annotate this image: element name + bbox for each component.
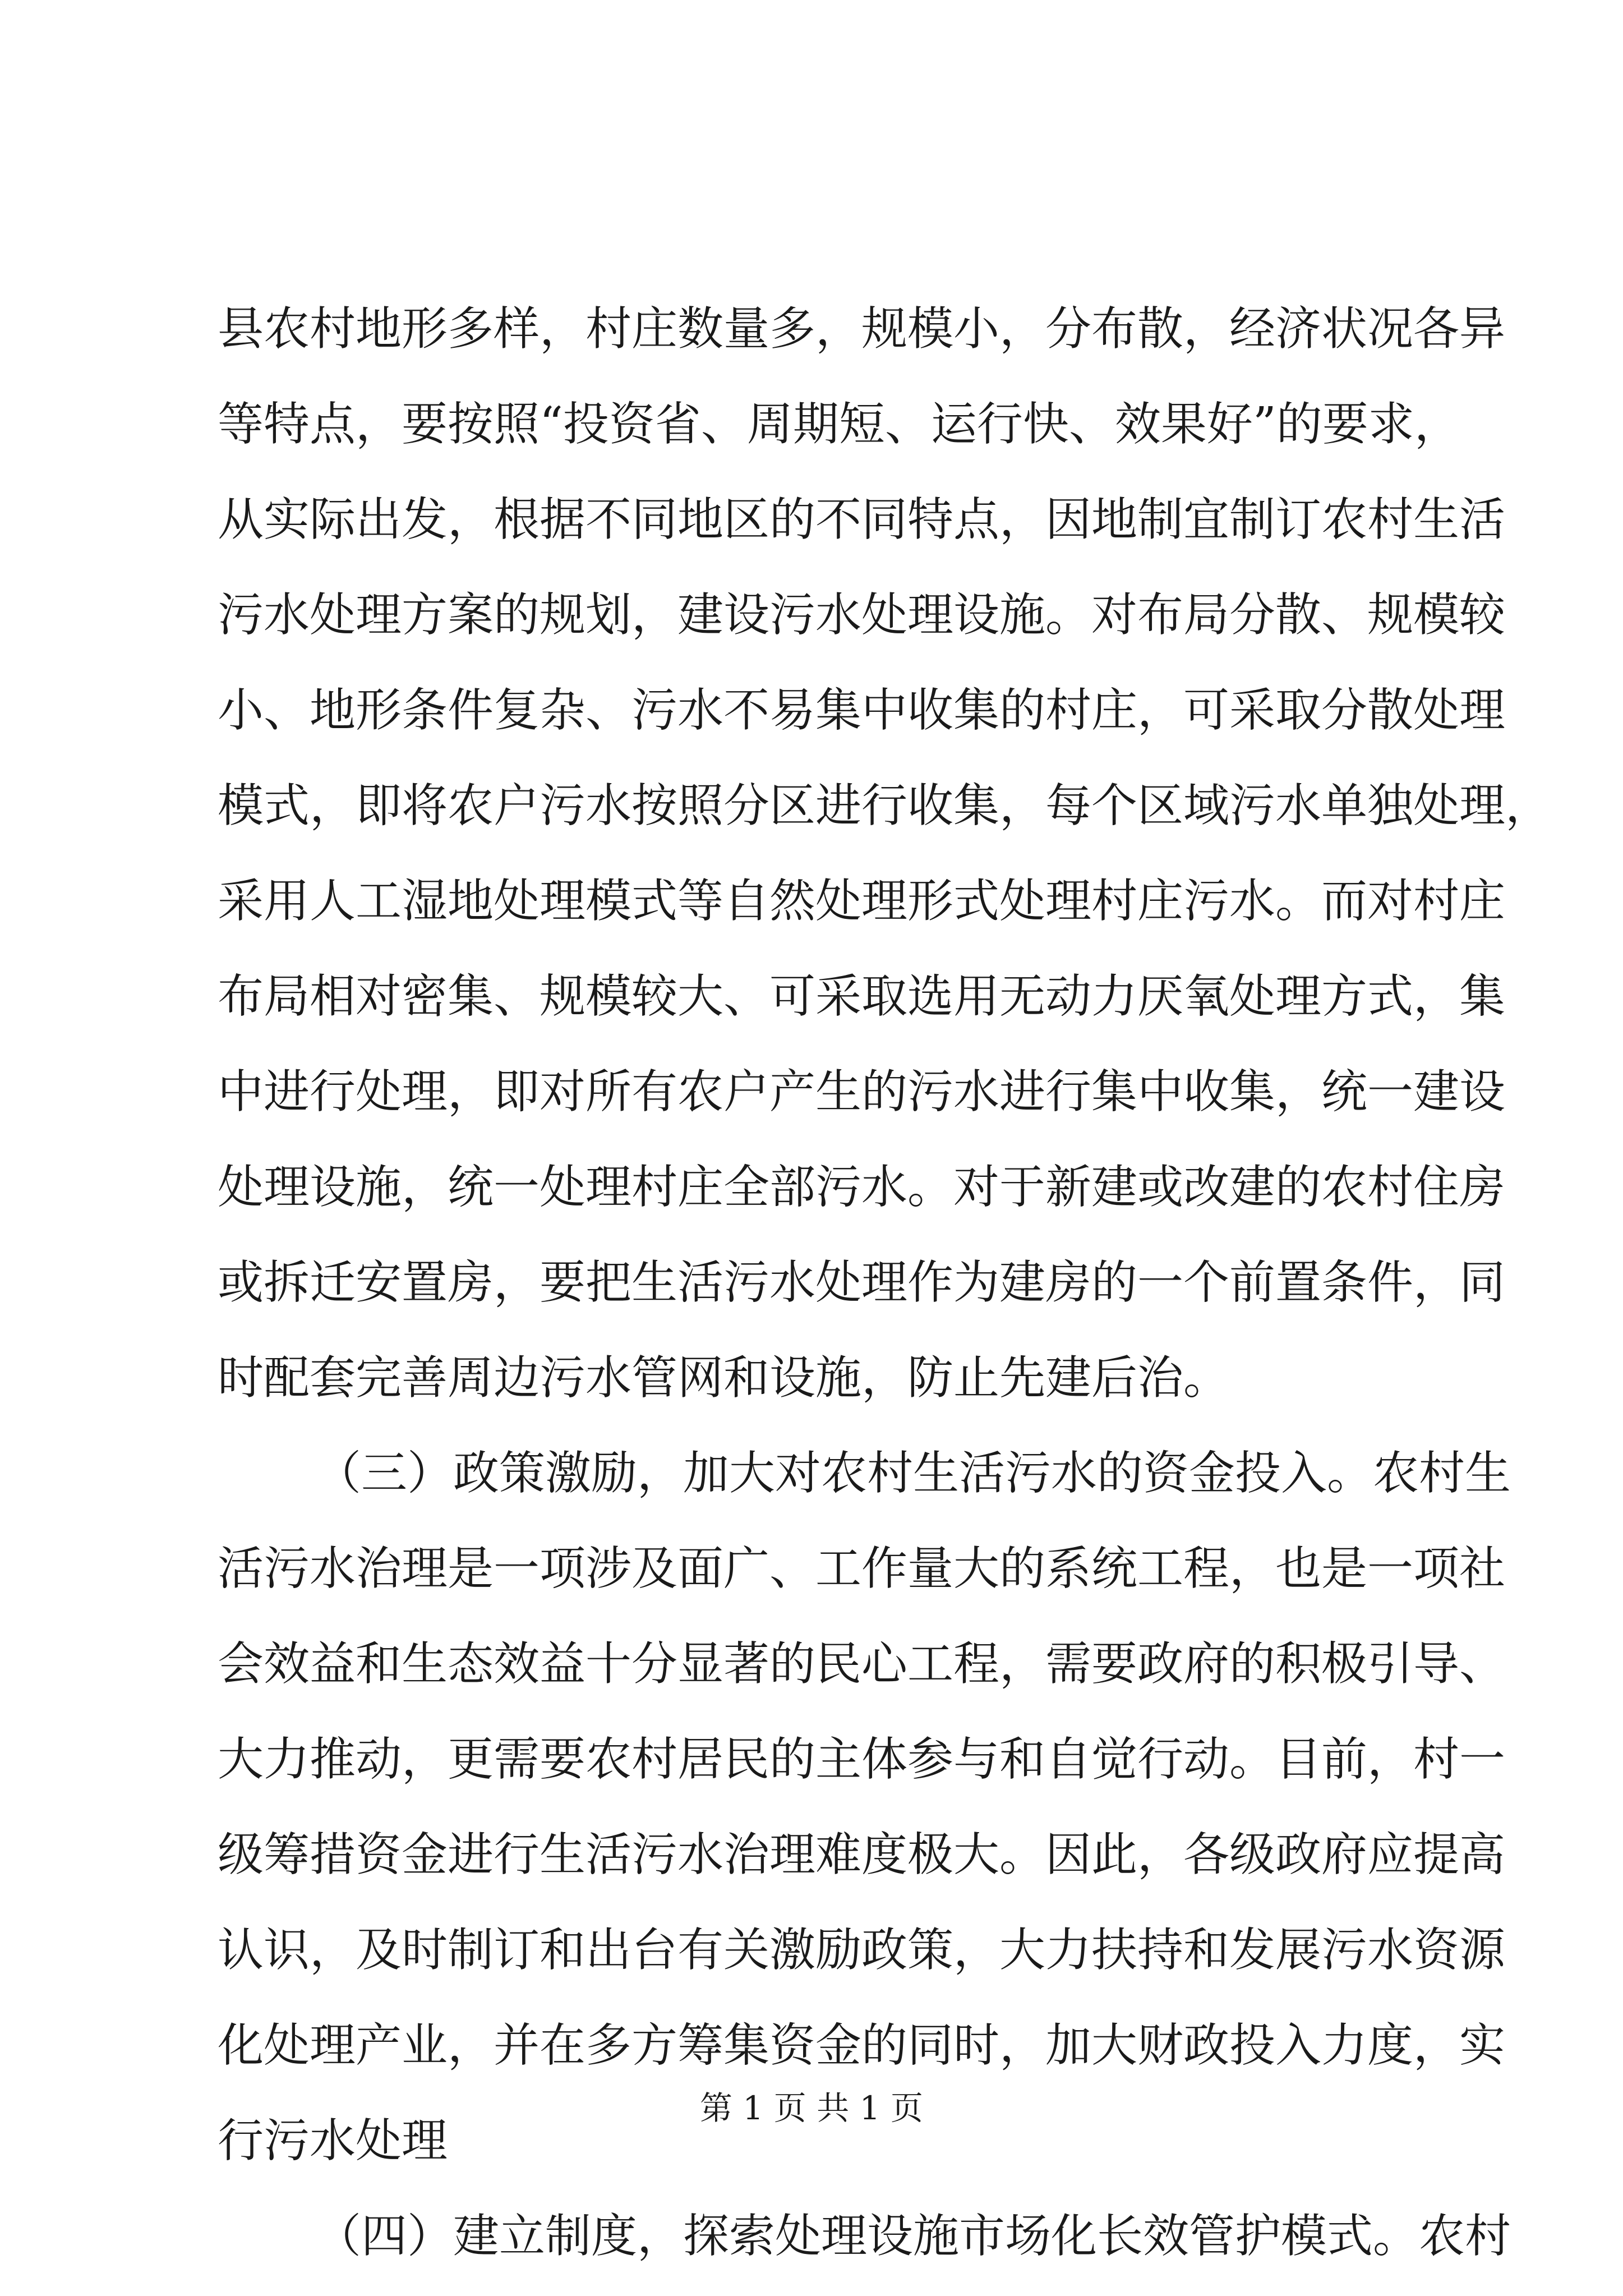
text-line: 时配套完善周边污水管网和设施，防止先建后治。 [218,1351,1230,1405]
text-line: 级筹措资金进行生活污水治理难度极大。因此，各级政府应提高 [218,1828,1506,1881]
text-line: 县农村地形多样，村庄数量多，规模小，分布散，经济状况各异 [218,302,1506,356]
text-line: 中进行处理，即对所有农户产生的污水进行集中收集，统一建设 [218,1065,1506,1119]
text-line: 等特点，要按照“投资省、周期短、运行快、效果好”的要求， [218,398,1460,451]
body-text [218,282,1552,2284]
text-line: 小、地形条件复杂、污水不易集中收集的村庄，可采取分散处理 [218,684,1506,737]
text-line: 会效益和生态效益十分显著的民心工程，需要政府的积极引导、 [218,1637,1506,1691]
text-line: 活污水治理是一项涉及面广、工作量大的系统工程，也是一项社 [218,1542,1506,1595]
text-line: 或拆迁安置房，要把生活污水处理作为建房的一个前置条件，同 [218,1256,1506,1309]
text-line: 采用人工湿地处理模式等自然处理形式处理村庄污水。而对村庄 [218,875,1506,928]
text-line: 从实际出发，根据不同地区的不同特点，因地制宜制订农村生活 [218,493,1506,546]
text-line: 认识，及时制订和出台有关激励政策，大力扶持和发展污水资源 [218,1924,1506,1977]
text-line: 处理设施，统一处理村庄全部污水。对于新建或改建的农村住房 [218,1161,1506,1214]
text-line: 污水处理方案的规划，建设污水处理设施。对布局分散、规模较 [218,588,1506,642]
text-line: 化处理产业，并在多方筹集资金的同时，加大财政投入力度，实 [218,2019,1506,2072]
text-line: 行污水处理 [218,2114,448,2168]
text-line: 大力推动，更需要农村居民的主体参与和自觉行动。目前，村一 [218,1733,1506,1786]
text-line: 布局相对密集、规模较大、可采取选用无动力厌氧处理方式，集 [218,970,1506,1023]
text-line: 模式，即将农户污水按照分区进行收集，每个区域污水单独处理， [218,779,1552,832]
page-footer: 第 1 页 共 1 页 [700,2089,923,2127]
section-heading-line: （三）政策激励，加大对农村生活污水的资金投入。农村生 [315,1447,1511,1500]
section-heading-line: （四）建立制度，探索处理设施市场化长效管护模式。农村 [315,2210,1511,2263]
